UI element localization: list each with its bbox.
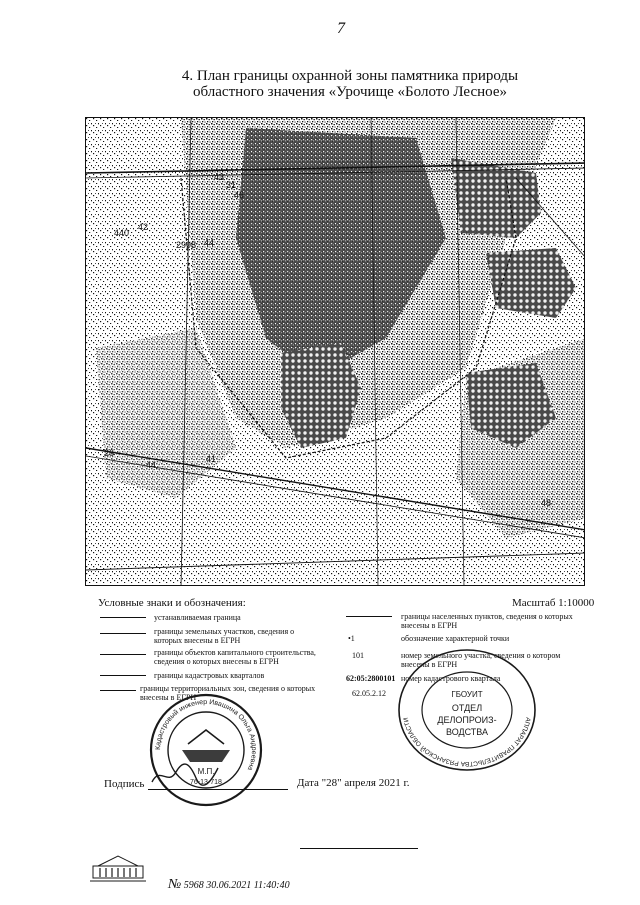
engineer-stamp	[148, 692, 264, 808]
office-stamp-ring-text: АППАРАТ ПРАВИТЕЛЬСТВА РЯЗАНСКОЙ ОБЛАСТИ	[402, 716, 532, 768]
building-logo-icon	[88, 850, 148, 885]
legend-symbol-parcel: 101	[352, 651, 364, 660]
map-scale: Масштаб 1:10000	[512, 597, 595, 609]
engineer-stamp-number: 76-13-718	[190, 779, 222, 786]
page-number: 7	[337, 20, 345, 37]
map-label: 26	[104, 448, 115, 458]
engineer-stamp-ring-text: Кадастровый инженер Ивашина Ольга Андреевна	[154, 698, 258, 772]
registration-text: 5968 30.06.2021 11:40:40	[183, 880, 290, 891]
map-label: 41	[206, 454, 217, 464]
legend-item-text: границы населенных пунктов, сведения о которых внесены в ЕГРН	[401, 612, 573, 630]
legend-title: Условные знаки и обозначения:	[98, 597, 246, 609]
map-frame	[85, 117, 585, 586]
legend-symbol-line	[100, 633, 146, 634]
legend-item-text: границы территориальных зон, сведения о которых внесены в ЕГРН	[140, 684, 316, 702]
map-label: 2998	[176, 240, 197, 250]
title-line-2: областного значения «Урочище «Болото Лесное»	[193, 84, 507, 100]
map-label: 44	[204, 238, 215, 248]
signature-date: Дата "28" апреля 2021 г.	[297, 777, 410, 789]
legend-item-text: границы кадастровых кварталов	[154, 671, 265, 680]
legend-item-text: номер земельного участка, сведения о котором внесены в ЕГРН	[401, 651, 561, 669]
map-label: 31	[226, 180, 237, 190]
registration-number-sign: №	[168, 877, 182, 892]
handwritten-signature	[150, 760, 220, 790]
map-label: 46	[234, 190, 245, 200]
map-label: 43	[214, 172, 225, 182]
map-label: 42	[138, 222, 149, 232]
legend-symbol-quarter: 62:05:2800101	[346, 674, 396, 683]
legend-symbol-line	[100, 617, 146, 618]
legend-symbol-zone: 62.05.2.12	[352, 689, 386, 698]
legend-symbol-line	[100, 675, 146, 676]
office-stamp-line: ВОДСТВА	[445, 727, 489, 737]
legend-item-text: номер кадастрового квартала	[401, 674, 501, 683]
map-image	[86, 118, 585, 586]
legend-item-text: границы земельных участков, сведения о которых внесены в ЕГРН	[154, 627, 295, 645]
legend-item-text: устанавливаемая граница	[154, 613, 241, 622]
office-stamp-line: ОТДЕЛ	[451, 703, 483, 713]
engineer-stamp-center: М.П.	[197, 767, 215, 776]
page-title	[120, 68, 580, 100]
signature-label: Подпись	[104, 778, 145, 790]
legend-item-text: границы объектов капитального строительства, сведения о которых внесены в ЕГРН	[154, 648, 316, 666]
legend-symbol-line	[346, 616, 392, 617]
legend-symbol-line	[100, 654, 146, 655]
office-stamp-line: ДЕЛОПРОИЗ-	[437, 715, 497, 725]
map-label: 440	[114, 228, 130, 238]
legend-symbol-line	[100, 690, 136, 691]
office-stamp-top: ГБОУИТ	[451, 690, 483, 699]
map-label: 44	[146, 460, 157, 470]
bottom-signature-line	[300, 848, 418, 849]
office-stamp	[395, 645, 539, 775]
legend-item-text: обозначение характерной точки	[401, 634, 510, 643]
registration-stamp	[168, 877, 290, 893]
legend-symbol-point: •1	[348, 634, 355, 643]
map-label: 48	[541, 498, 552, 508]
title-line-1: 4. План границы охранной зоны памятника природы	[181, 68, 519, 84]
